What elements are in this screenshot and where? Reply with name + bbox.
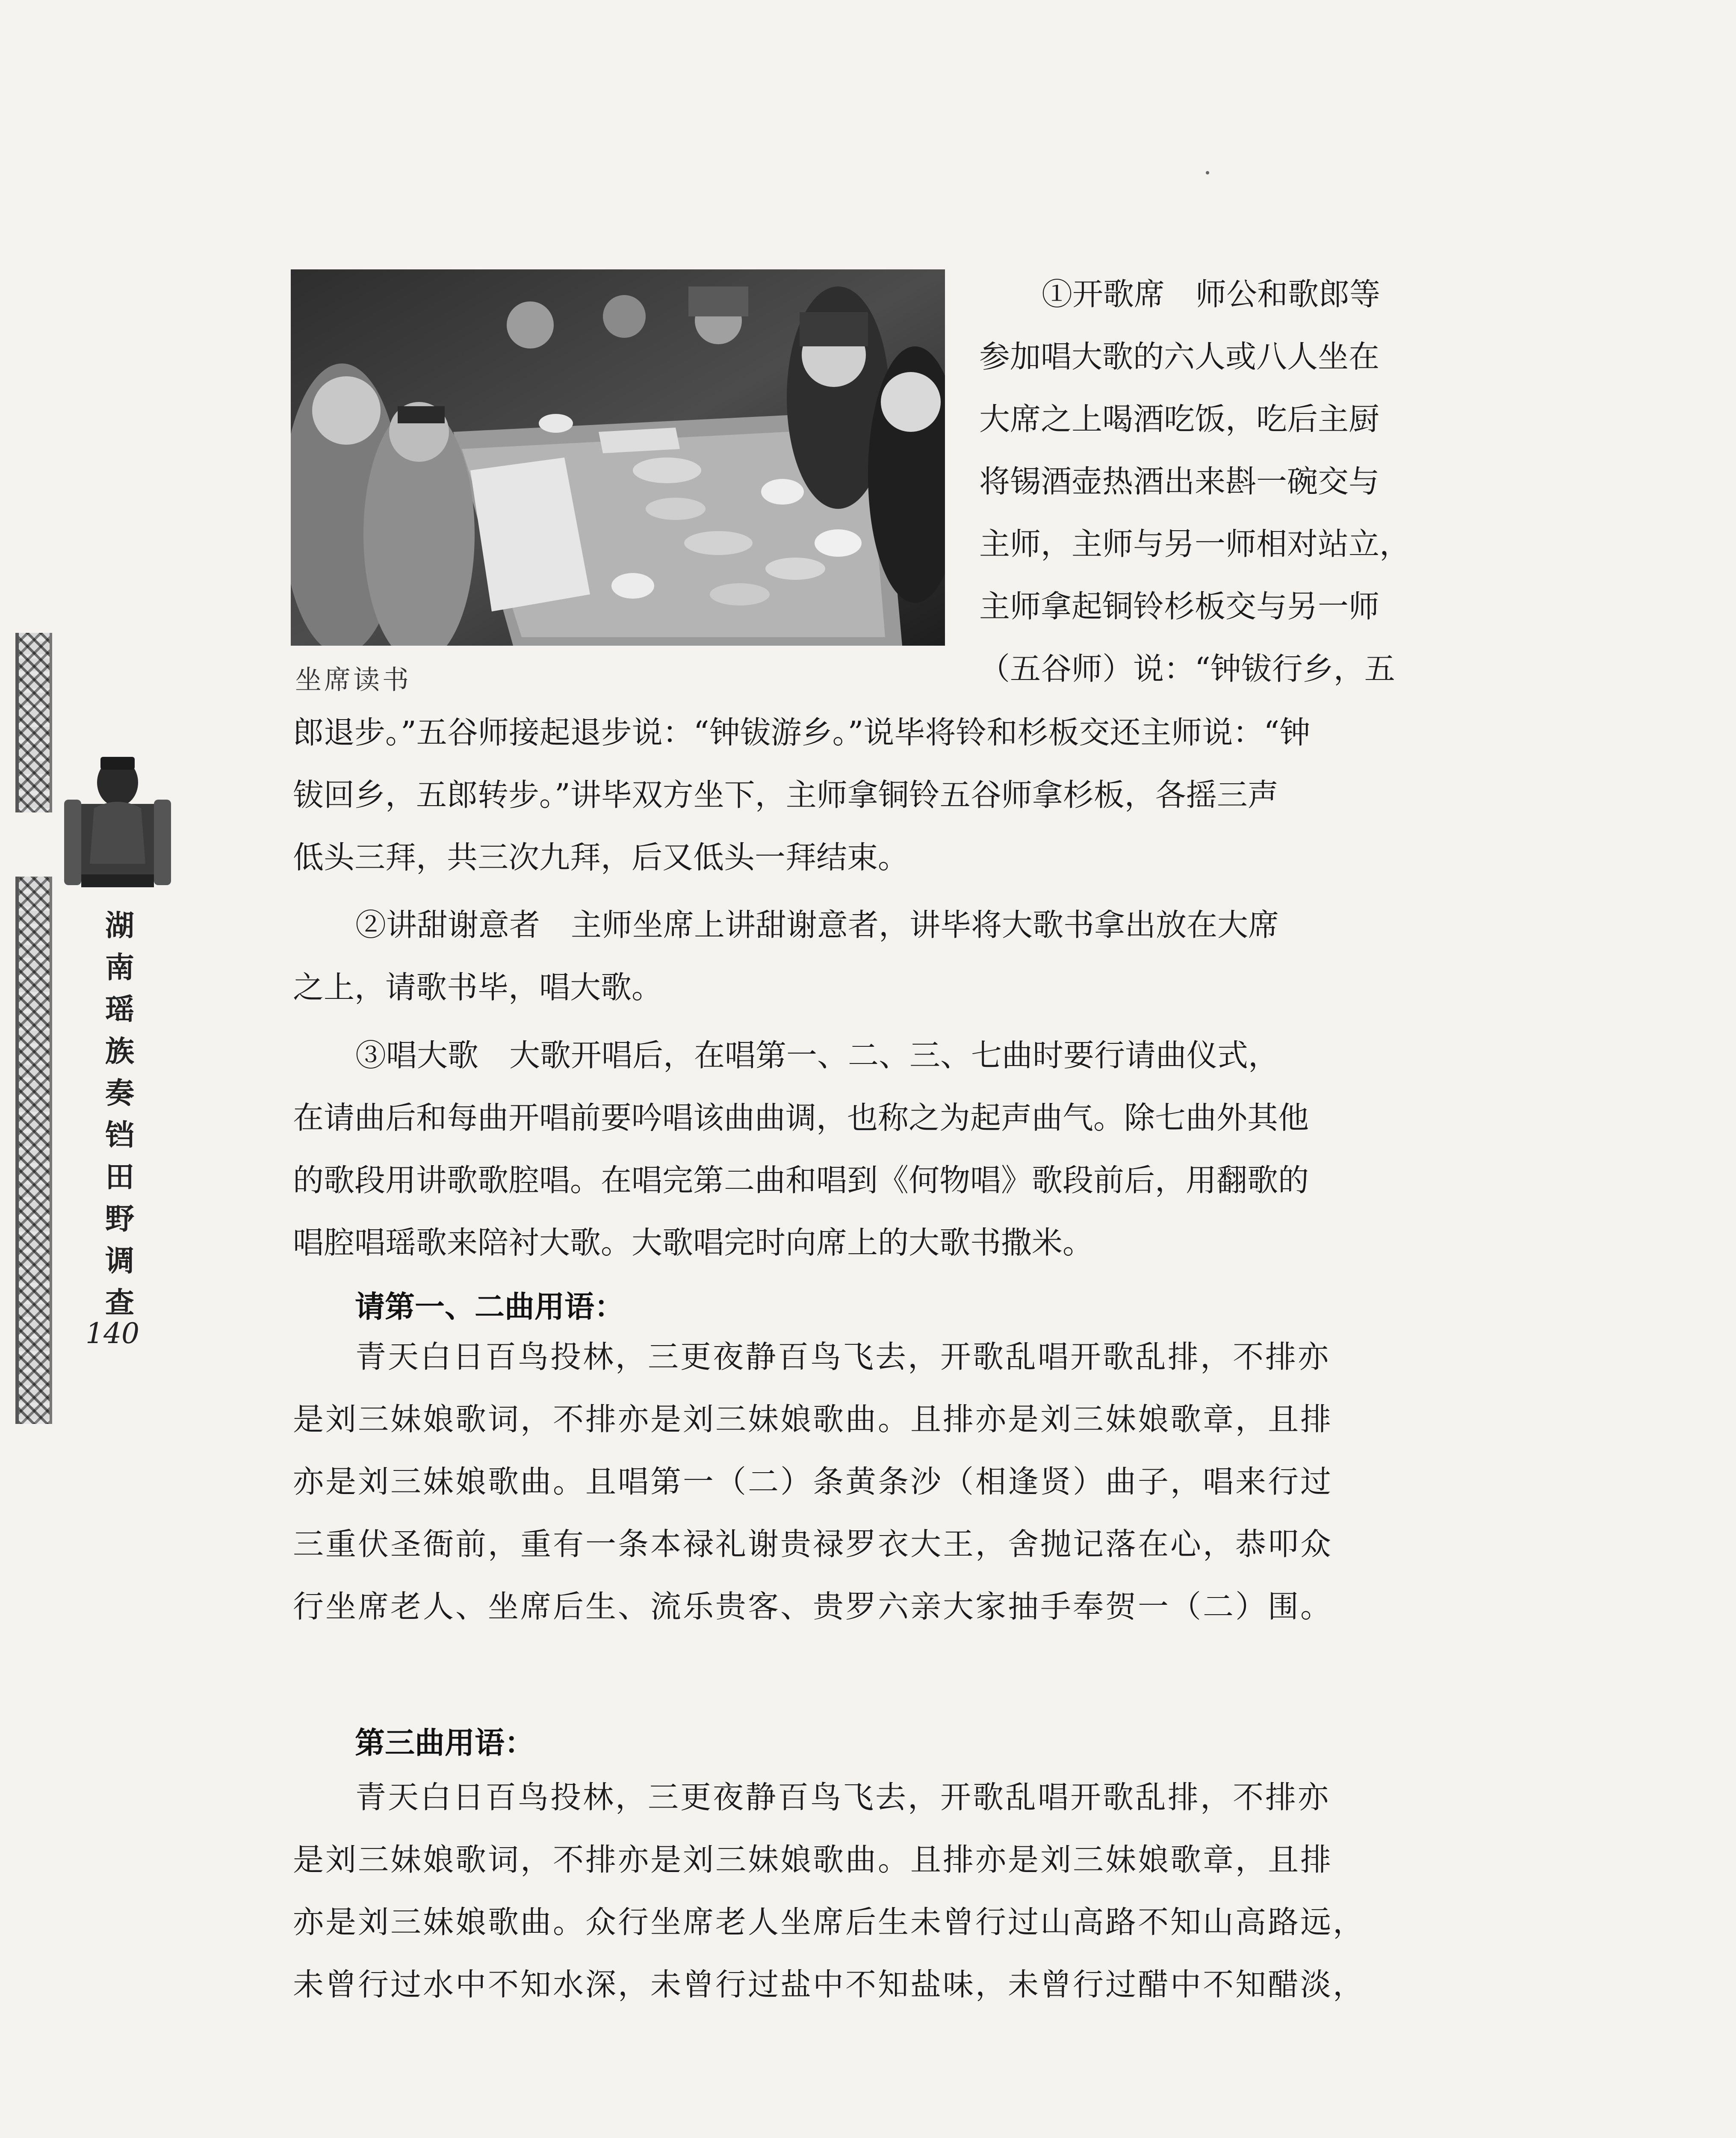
text-line: 是刘三妹娘歌词，不排亦是刘三妹娘歌曲。且排亦是刘三妹娘歌章，且排 — [293, 1842, 1333, 1878]
text-line: 三重伏圣衙前，重有一条本禄礼谢贵禄罗衣大王，舍抛记落在心，恭叩众 — [293, 1526, 1333, 1562]
text-line: （五谷师）说：“钟钹行乡，五 — [979, 651, 1395, 687]
series-title-char: 野 — [105, 1202, 134, 1236]
section-heading: 第三曲用语： — [355, 1725, 534, 1760]
text-line: ②讲甜谢意者 主师坐席上讲甜谢意者，讲毕将大歌书拿出放在大席 — [355, 907, 1279, 943]
text-line: 大席之上喝酒吃饭，吃后主厨 — [979, 401, 1380, 437]
series-title-char: 奏 — [105, 1077, 134, 1110]
paragraph-sing-big-song — [293, 1024, 1482, 1274]
page-number: 140 — [86, 1317, 139, 1350]
text-line: 唱腔唱瑶歌来陪衬大歌。大歌唱完时向席上的大歌书撒米。 — [293, 1225, 1094, 1261]
verse-first-second-tune — [293, 1326, 1482, 1638]
series-title-char: 查 — [105, 1286, 134, 1320]
text-line: 的歌段用讲歌歌腔唱。在唱完第二曲和唱到《何物唱》歌段前后，用翻歌的 — [293, 1162, 1309, 1198]
photo-caption: 坐席读书 — [295, 664, 412, 695]
text-line: 亦是刘三妹娘歌曲。且唱第一（二）条黄条沙（相逢贤）曲子，唱来行过 — [293, 1464, 1333, 1500]
seated-deity-figure-icon — [64, 753, 171, 889]
text-line: 将锡酒壶热酒出来斟一碗交与 — [979, 464, 1380, 499]
verse-third-tune — [293, 1766, 1482, 2016]
text-line: 在请曲后和每曲开唱前要吟唱该曲曲调，也称之为起声曲气。除七曲外其他 — [293, 1100, 1309, 1136]
paragraph-open-song-seat-continued — [293, 701, 1482, 889]
series-title-char: 铛 — [105, 1119, 134, 1152]
text-line: 主师拿起铜铃杉板交与另一师 — [979, 588, 1380, 624]
book-series-title — [96, 907, 143, 1323]
text-line: 参加唱大歌的六人或八人坐在 — [979, 339, 1380, 375]
text-line: 低头三拜，共三次九拜，后又低头一拜结束。 — [293, 839, 909, 875]
series-title-char: 族 — [105, 1035, 134, 1069]
text-line: 之上，请歌书毕，唱大歌。 — [293, 969, 663, 1005]
decorative-border-bottom — [15, 877, 52, 1424]
decorative-border-top — [15, 633, 52, 812]
paragraph-open-song-seat-intro — [979, 263, 1479, 700]
text-line: 行坐席老人、坐席后生、流乐贵客、贵罗六亲大家抽手奉贺一（二）围。 — [293, 1589, 1333, 1624]
text-line: ③唱大歌 大歌开唱后，在唱第一、二、三、七曲时要行请曲仪式， — [355, 1037, 1279, 1073]
series-title-char: 南 — [105, 951, 134, 985]
series-title-char: 湖 — [105, 909, 134, 943]
text-line: 郎退步。”五谷师接起退步说：“钟钹游乡。”说毕将铃和杉板交还主师说：“钟 — [293, 715, 1311, 750]
photo-seated-reading — [291, 269, 945, 646]
section-heading: 请第一、二曲用语： — [355, 1289, 624, 1324]
text-line: 钹回乡，五郎转步。”讲毕双方坐下，主师拿铜铃五谷师拿杉板，各摇三声 — [293, 777, 1278, 813]
paragraph-thanks-speech — [293, 894, 1482, 1019]
text-line: 是刘三妹娘歌词，不排亦是刘三妹娘歌曲。且排亦是刘三妹娘歌章，且排 — [293, 1401, 1333, 1437]
scan-speck — [1206, 171, 1209, 174]
text-line: 青天白日百鸟投林，三更夜静百鸟飞去，开歌乱唱开歌乱排，不排亦 — [355, 1339, 1331, 1375]
text-line: 未曾行过水中不知水深，未曾行过盐中不知盐味，未曾行过醋中不知醋淡， — [293, 1967, 1366, 2002]
series-title-char: 田 — [105, 1161, 134, 1194]
series-title-char: 调 — [105, 1244, 134, 1278]
text-line: ①开歌席 师公和歌郎等 — [1042, 276, 1381, 312]
text-line: 青天白日百鸟投林，三更夜静百鸟飞去，开歌乱唱开歌乱排，不排亦 — [355, 1779, 1331, 1815]
text-line: 亦是刘三妹娘歌曲。众行坐席老人坐席后生未曾行过山高路不知山高路远， — [293, 1904, 1366, 1940]
text-line: 主师，主师与另一师相对站立， — [979, 526, 1411, 562]
series-title-char: 瑶 — [105, 993, 134, 1027]
